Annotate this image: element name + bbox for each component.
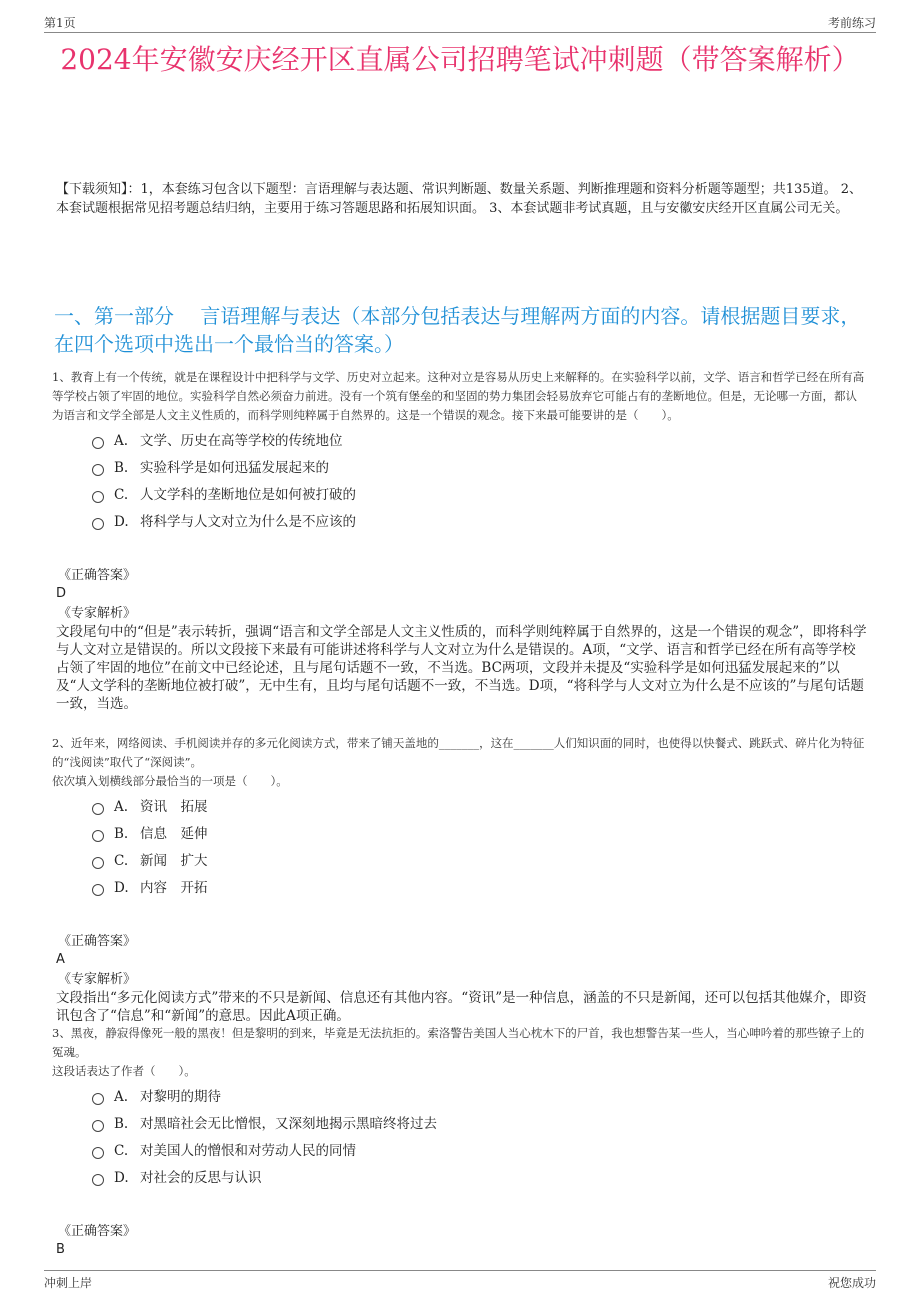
option-list [92, 795, 868, 903]
option-list [92, 1085, 868, 1193]
option-a[interactable] [92, 795, 868, 822]
option-text: 内容 开拓 [140, 880, 208, 896]
radio-icon[interactable] [92, 464, 104, 476]
radio-icon[interactable] [92, 1147, 104, 1159]
analysis-heading: 《专家解析》 [58, 972, 137, 987]
option-letter: D. [114, 514, 129, 530]
option-c[interactable] [92, 849, 868, 876]
option-letter: C. [114, 487, 129, 503]
radio-icon[interactable] [92, 1174, 104, 1186]
radio-icon[interactable] [92, 803, 104, 815]
option-letter: C. [114, 1143, 129, 1159]
question-prompt: 这段话表达了作者（ ）。 [52, 1064, 196, 1078]
question-prompt: 依次填入划横线部分最恰当的一项是（ ）。 [52, 774, 288, 788]
option-letter: B. [114, 460, 129, 476]
option-b[interactable] [92, 456, 868, 483]
header-label: 考前练习 [827, 16, 876, 30]
answer-heading: 《正确答案》 [58, 934, 137, 949]
option-letter: C. [114, 853, 129, 869]
analysis-heading: 《专家解析》 [58, 606, 137, 621]
option-letter: D. [114, 1170, 129, 1186]
question-3 [52, 1024, 868, 1259]
answer-value: B [56, 1242, 65, 1257]
footer-right: 祝您成功 [827, 1276, 876, 1290]
answer-value: D [56, 586, 67, 601]
radio-icon[interactable] [92, 437, 104, 449]
option-text: 资讯 拓展 [140, 799, 208, 815]
answer-heading: 《正确答案》 [58, 568, 137, 583]
option-c[interactable] [92, 483, 868, 510]
page-footer [44, 1270, 876, 1295]
option-letter: D. [114, 880, 129, 896]
page-header [44, 12, 876, 33]
option-d[interactable] [92, 510, 868, 537]
option-d[interactable] [92, 876, 868, 903]
option-text: 人文学科的垄断地位是如何被打破的 [140, 487, 356, 503]
document-title: 2024年安徽安庆经开区直属公司招聘笔试冲刺题（带答案解析） [60, 43, 860, 76]
radio-icon[interactable] [92, 857, 104, 869]
option-a[interactable] [92, 429, 868, 456]
option-a[interactable] [92, 1085, 868, 1112]
radio-icon[interactable] [92, 884, 104, 896]
answer-value: A [56, 952, 65, 967]
analysis-text: 文段指出“多元化阅读方式”带来的不只是新闻、信息还有其他内容。“资讯”是一种信息，涵盖的不只是新闻，还可以包括其他媒介，即资讯包含了“信息”和“新闻”的意思。因此A项正确。 [56, 990, 867, 1024]
answer-heading: 《正确答案》 [58, 1224, 137, 1239]
option-text: 对美国人的憎恨和对劳动人民的同情 [140, 1143, 356, 1159]
footer-left: 冲刺上岸 [44, 1276, 93, 1290]
question-stem: 1、教育上有一个传统，就是在课程设计中把科学与文学、历史对立起来。这种对立是容易从历史上来解释的。在实验科学以前，文学、语言和哲学已经在所有高等学校占领了牢固的地位。实验科学自然必须奋力前进。没有一个筑有堡垒的和坚固的势力集团会轻易放弃它可能占有的垄断地位。但是，无论哪一方面，都认为语言和文学全部是人文主义性质的，而科学则纯粹属于自然界的。这是一个错误的观念。接下来最可能要讲的是（ ）。 [52, 370, 865, 422]
option-text: 文学、历史在高等学校的传统地位 [140, 433, 343, 449]
radio-icon[interactable] [92, 518, 104, 530]
section-title: 一、第一部分 言语理解与表达（本部分包括表达与理解两方面的内容。请根据题目要求，在四个选项中选出一个最恰当的答案。） [54, 304, 861, 356]
radio-icon[interactable] [92, 1093, 104, 1105]
option-list [92, 429, 868, 537]
option-letter: A. [114, 1089, 129, 1105]
option-text: 将科学与人文对立为什么是不应该的 [140, 514, 356, 530]
radio-icon[interactable] [92, 1120, 104, 1132]
question-2 [52, 734, 868, 1025]
option-b[interactable] [92, 822, 868, 849]
page-number: 第1页 [44, 16, 76, 30]
radio-icon[interactable] [92, 830, 104, 842]
option-text: 实验科学是如何迅猛发展起来的 [140, 460, 329, 476]
question-stem: 2、近年来，网络阅读、手机阅读并存的多元化阅读方式，带来了铺天盖地的_______，这在_______人们知识面的同时，也使得以快餐式、跳跃式、碎片化为特征的“浅阅读”取代了“深阅读”。 [52, 736, 865, 769]
option-text: 新闻 扩大 [140, 853, 208, 869]
analysis-text: 文段尾句中的“但是”表示转折，强调“语言和文学全部是人文主义性质的，而科学则纯粹属于自然界的，这是一个错误的观念”，即将科学与人文对立是错误的。所以文段接下来最有可能讲述将科学与人文对立为什么是错误的。A项，“文学、语言和哲学已经在所有高等学校占领了牢固的地位”在前文中已经论述，且与尾句话题不一致，不当选。BC两项，文段并未提及“实验科学是如何迅猛发展起来的”以及“人文学科的垄断地位被打破”，无中生有，且均与尾句话题不一致，不当选。D项，“将科学与人文对立为什么是不应该的”与尾句话题一致，当选。 [56, 624, 867, 712]
option-text: 对黎明的期待 [140, 1089, 221, 1105]
option-text: 对黑暗社会无比憎恨，又深刻地揭示黑暗终将过去 [140, 1116, 437, 1132]
option-letter: B. [114, 1116, 129, 1132]
download-notice: 【下载须知】：1，本套练习包含以下题型：言语理解与表达题、常识判断题、数量关系题、判断推理题和资料分析题等题型；共135道。 2、本套试题根据常见招考题总结归纳，主要用于练习答题思路和拓展知识面。 3、本套试题非考试真题，且与安徽安庆经开区直属公司无关。 [56, 182, 862, 216]
option-text: 信息 延伸 [140, 826, 208, 842]
question-1 [52, 368, 868, 713]
option-d[interactable] [92, 1166, 868, 1193]
radio-icon[interactable] [92, 491, 104, 503]
question-stem: 3、黑夜，静寂得像死一般的黑夜！但是黎明的到来，毕竟是无法抗拒的。索洛警告美国人当心枕木下的尸首，我也想警告某一些人，当心呻吟着的那些镣子上的冤魂。 [52, 1026, 865, 1059]
option-b[interactable] [92, 1112, 868, 1139]
option-letter: B. [114, 826, 129, 842]
option-text: 对社会的反思与认识 [140, 1170, 262, 1186]
option-letter: A. [114, 433, 129, 449]
option-c[interactable] [92, 1139, 868, 1166]
option-letter: A. [114, 799, 129, 815]
